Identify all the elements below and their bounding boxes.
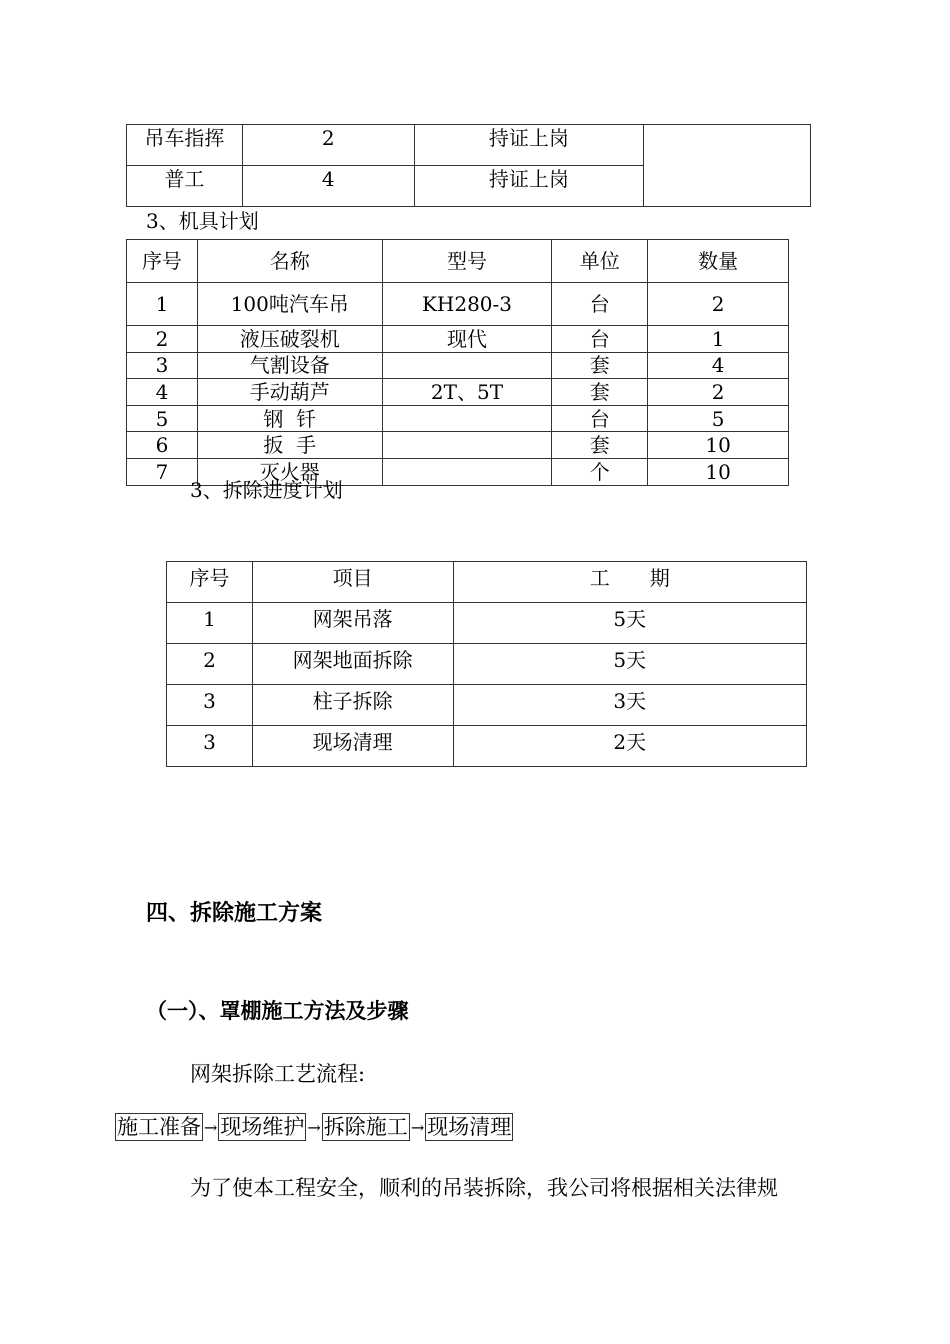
staff-requirement: 持证上岗: [414, 166, 644, 207]
table-cell: 灭火器: [197, 458, 382, 485]
staff-role: 吊车指挥: [127, 125, 243, 166]
table-cell: 手动葫芦: [197, 379, 382, 406]
flow-intro: 网架拆除工艺流程:: [190, 1062, 366, 1086]
table-cell: 钢 钎: [197, 405, 382, 432]
staff-requirement: 持证上岗: [414, 125, 644, 166]
table-cell: 1: [167, 603, 253, 644]
table-header-row: [167, 562, 807, 603]
table-cell: 2: [167, 644, 253, 685]
staff-count: 4: [242, 166, 414, 207]
table-row: [167, 644, 807, 685]
table-row: [127, 379, 789, 406]
column-header: 名称: [197, 240, 382, 283]
column-header: 序号: [167, 562, 253, 603]
table-cell: 5天: [453, 603, 807, 644]
table-cell: 个: [552, 458, 648, 485]
table-cell: 现场清理: [252, 726, 453, 767]
table-cell: 套: [552, 352, 648, 379]
equipment-table: [126, 239, 789, 486]
table-cell: [382, 405, 552, 432]
process-flow: [115, 1113, 513, 1141]
column-header: 单位: [552, 240, 648, 283]
table-cell: 10: [648, 458, 789, 485]
table-cell: 3: [127, 352, 198, 379]
arrow-right-icon: →: [307, 1117, 321, 1137]
table-cell: 4: [648, 352, 789, 379]
table-cell: 套: [552, 432, 648, 459]
section-title: 四、拆除施工方案: [146, 900, 323, 926]
staff-role: 普工: [127, 166, 243, 207]
table-cell: 5: [648, 405, 789, 432]
table-cell: KH280-3: [382, 283, 552, 326]
column-header: 工 期: [453, 562, 807, 603]
table-cell: [382, 458, 552, 485]
schedule-caption: 3、拆除进度计划: [190, 478, 343, 502]
staff-remark-cell: [644, 125, 811, 207]
table-cell: 气割设备: [197, 352, 382, 379]
table-cell: 扳 手: [197, 432, 382, 459]
column-header: 序号: [127, 240, 198, 283]
table-cell: 现代: [382, 326, 552, 353]
table-cell: 柱子拆除: [252, 685, 453, 726]
subsection-title: （一）、罩棚施工方法及步骤: [146, 998, 409, 1023]
schedule-table: [166, 561, 807, 767]
table-cell: 2: [127, 326, 198, 353]
table-row: [167, 685, 807, 726]
flow-step: 现场维护: [220, 1115, 305, 1139]
staff-count: 2: [242, 125, 414, 166]
table-row: [167, 726, 807, 767]
table-row: [127, 283, 789, 326]
table-row: [167, 603, 807, 644]
table-cell: 3天: [453, 685, 807, 726]
table-cell: 5: [127, 405, 198, 432]
table-cell: 台: [552, 283, 648, 326]
table-cell: 6: [127, 432, 198, 459]
flow-step: 拆除施工: [323, 1115, 408, 1139]
staff-table: [126, 124, 811, 207]
table-cell: 2T、5T: [382, 379, 552, 406]
table-cell: 2: [648, 379, 789, 406]
table-row: [127, 405, 789, 432]
table-cell: 10: [648, 432, 789, 459]
table-cell: 台: [552, 326, 648, 353]
table-row: [127, 352, 789, 379]
flow-step: 现场清理: [427, 1115, 512, 1139]
table-cell: [382, 432, 552, 459]
table-row: [127, 125, 811, 166]
table-cell: 2: [648, 283, 789, 326]
column-header: 数量: [648, 240, 789, 283]
table-cell: 网架吊落: [252, 603, 453, 644]
table-cell: 1: [127, 283, 198, 326]
table-cell: 4: [127, 379, 198, 406]
flow-step: 施工准备: [117, 1115, 201, 1139]
equipment-caption: 3、机具计划: [146, 209, 259, 233]
arrow-right-icon: →: [204, 1117, 218, 1137]
table-cell: 网架地面拆除: [252, 644, 453, 685]
table-row: [127, 432, 789, 459]
table-cell: [382, 352, 552, 379]
table-row: [127, 326, 789, 353]
table-cell: 100吨汽车吊: [197, 283, 382, 326]
table-cell: 台: [552, 405, 648, 432]
table-cell: 2天: [453, 726, 807, 767]
column-header: 型号: [382, 240, 552, 283]
arrow-right-icon: →: [410, 1117, 425, 1137]
table-cell: 套: [552, 379, 648, 406]
table-cell: 7: [127, 458, 198, 485]
column-header: 项目: [252, 562, 453, 603]
table-header-row: [127, 240, 789, 283]
table-cell: 5天: [453, 644, 807, 685]
table-cell: 3: [167, 726, 253, 767]
table-cell: 1: [648, 326, 789, 353]
body-paragraph: 为了使本工程安全，顺利的吊装拆除，我公司将根据相关法律规: [190, 1176, 778, 1200]
table-cell: 液压破裂机: [197, 326, 382, 353]
table-cell: 3: [167, 685, 253, 726]
